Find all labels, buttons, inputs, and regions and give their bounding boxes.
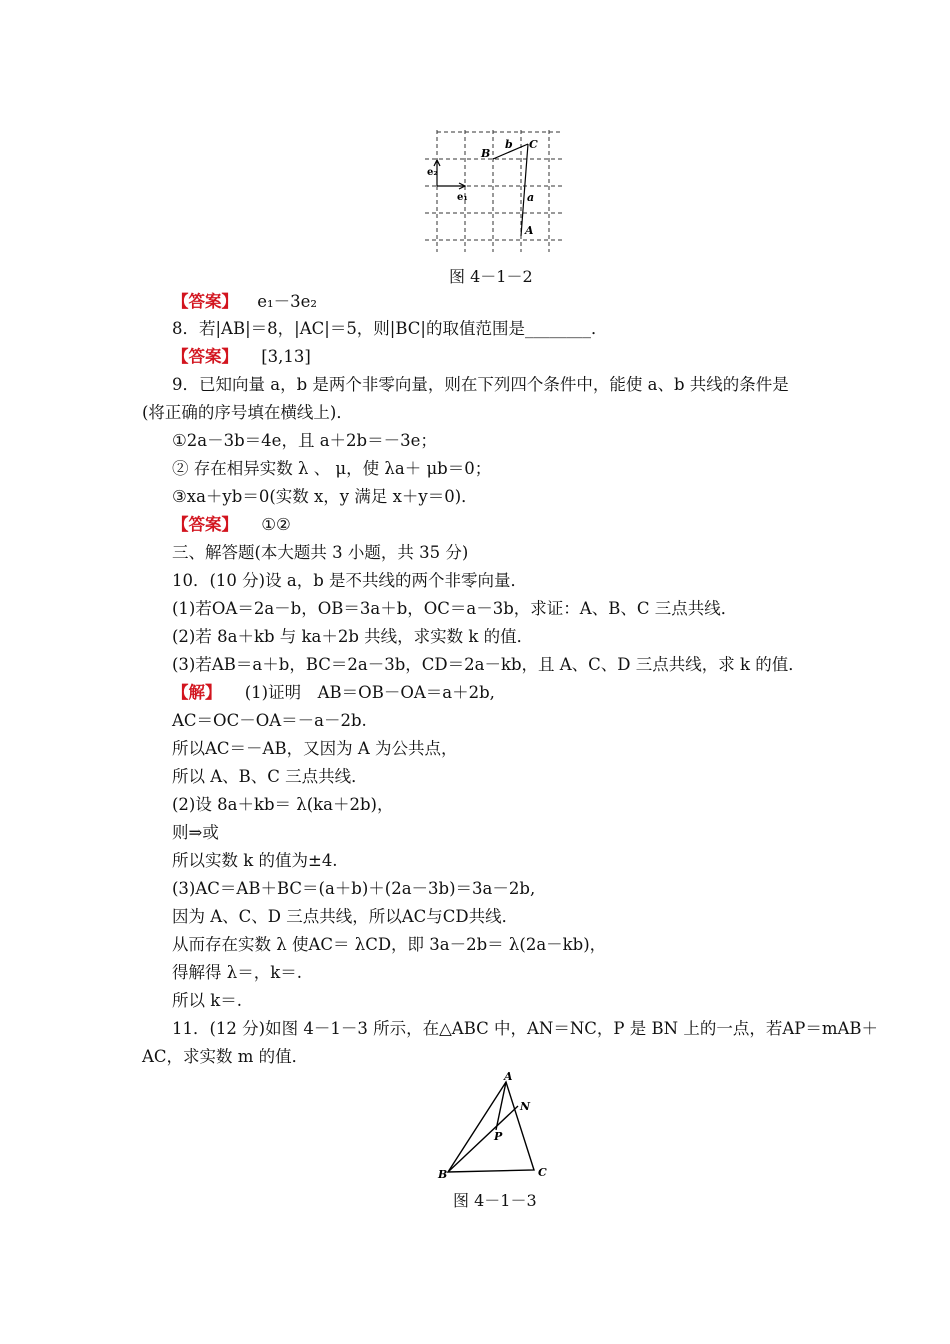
fig1-label-e1: e₁ <box>457 192 468 203</box>
q10-sol-6: 则⇒或 <box>172 823 219 842</box>
q9-answer-line <box>172 514 291 536</box>
q11-stem-line2: AC，求实数 m 的值． <box>142 1047 309 1066</box>
figure-4-1-2 <box>425 124 565 256</box>
q10-part-3: (3)若AB＝a＋b，BC＝2a－3b，CD＝2a－kb，且 A、C、D 三点共线，求 k 的值． <box>172 655 805 674</box>
q10-sol-8: (3)AC＝AB＋BC＝(a＋b)＋(2a－3b)＝3a－2b, <box>172 879 536 898</box>
fig1-label-b: b <box>505 138 513 151</box>
q10-part-1: (1)若OA＝2a－b，OB＝3a＋b，OC＝a－3b，求证：A、B、C 三点共线． <box>172 599 738 618</box>
q9-stem-line1: 9．已知向量 a，b 是两个非零向量，则在下列四个条件中，能使 a、b 共线的条件是 <box>172 375 789 394</box>
q10-stem: 10．(10 分)设 a，b 是不共线的两个非零向量． <box>172 571 527 590</box>
q9-option-2: ② 存在相异实数 λ 、 μ，使 λa＋ μb＝0； <box>172 459 492 478</box>
fig2-label-C: C <box>538 1166 547 1179</box>
q11-stem-line1: 11．(12 分)如图 4－1－3 所示，在△ABC 中，AN＝NC，P 是 BN 上的一点，若AP＝mAB＋ <box>172 1019 879 1038</box>
fig1-label-A: A <box>525 224 534 237</box>
q7-answer-line <box>172 291 317 313</box>
fig1-label-C: C <box>529 138 538 151</box>
q8-answer-line <box>172 346 311 368</box>
fig2-label-P: P <box>494 1130 503 1143</box>
q10-sol-3: 所以AC＝－AB，又因为 A 为公共点， <box>172 739 458 758</box>
figure-4-1-3 <box>434 1068 554 1180</box>
q9-stem-line2: (将正确的序号填在横线上)． <box>142 403 353 422</box>
solution-tag: 【解】 <box>172 683 222 702</box>
q10-sol-7: 所以实数 k 的值为±4. <box>172 851 338 870</box>
q8-answer: [3,13] <box>261 347 311 366</box>
q9-option-1: ①2a－3b＝4e，且 a＋2b＝－3e； <box>172 431 437 450</box>
q10-sol-2: AC＝OC－OA＝－a－2b. <box>172 711 367 730</box>
figure-4-1-2-caption: 图 4－1－2 <box>449 267 533 286</box>
q10-solution-line1 <box>172 682 495 704</box>
q10-part-2: (2)若 8a＋kb 与 ka＋2b 共线，求实数 k 的值． <box>172 627 534 646</box>
q10-sol-4: 所以 A、B、C 三点共线． <box>172 767 368 786</box>
q9-option-3: ③xa＋yb＝0(实数 x，y 满足 x＋y＝0)． <box>172 487 478 506</box>
q10-sol-12: 所以 k＝. <box>172 991 242 1010</box>
answer-tag: 【答案】 <box>172 347 238 366</box>
section-3-heading: 三、解答题(本大题共 3 小题，共 35 分) <box>172 543 469 562</box>
fig2-label-B: B <box>438 1168 448 1180</box>
q10-sol-1: (1)证明 AB＝OB－OA＝a＋2b, <box>244 683 495 702</box>
q10-sol-9: 因为 A、C、D 三点共线，所以AC与CD共线． <box>172 907 519 926</box>
q10-sol-11: 得解得 λ＝，k＝. <box>172 963 302 982</box>
fig1-label-a: a <box>527 191 535 204</box>
fig1-label-B: B <box>481 147 491 160</box>
fig2-label-A: A <box>504 1070 513 1083</box>
q9-answer: ①② <box>261 515 291 534</box>
q10-sol-5: (2)设 8a＋kb＝ λ(ka＋2b)， <box>172 795 394 814</box>
q10-sol-10: 从而存在实数 λ 使AC＝ λCD，即 3a－2b＝ λ(2a－kb)， <box>172 935 607 954</box>
fig1-label-e2: e₂ <box>427 167 438 178</box>
answer-tag: 【答案】 <box>172 292 238 311</box>
q8-text: 8．若|AB|＝8，|AC|＝5，则|BC|的取值范围是________． <box>172 319 608 338</box>
fig2-label-N: N <box>520 1100 531 1113</box>
figure-4-1-3-caption: 图 4－1－3 <box>453 1191 537 1210</box>
answer-tag: 【答案】 <box>172 515 238 534</box>
q7-answer: e₁－3e₂ <box>257 292 318 311</box>
